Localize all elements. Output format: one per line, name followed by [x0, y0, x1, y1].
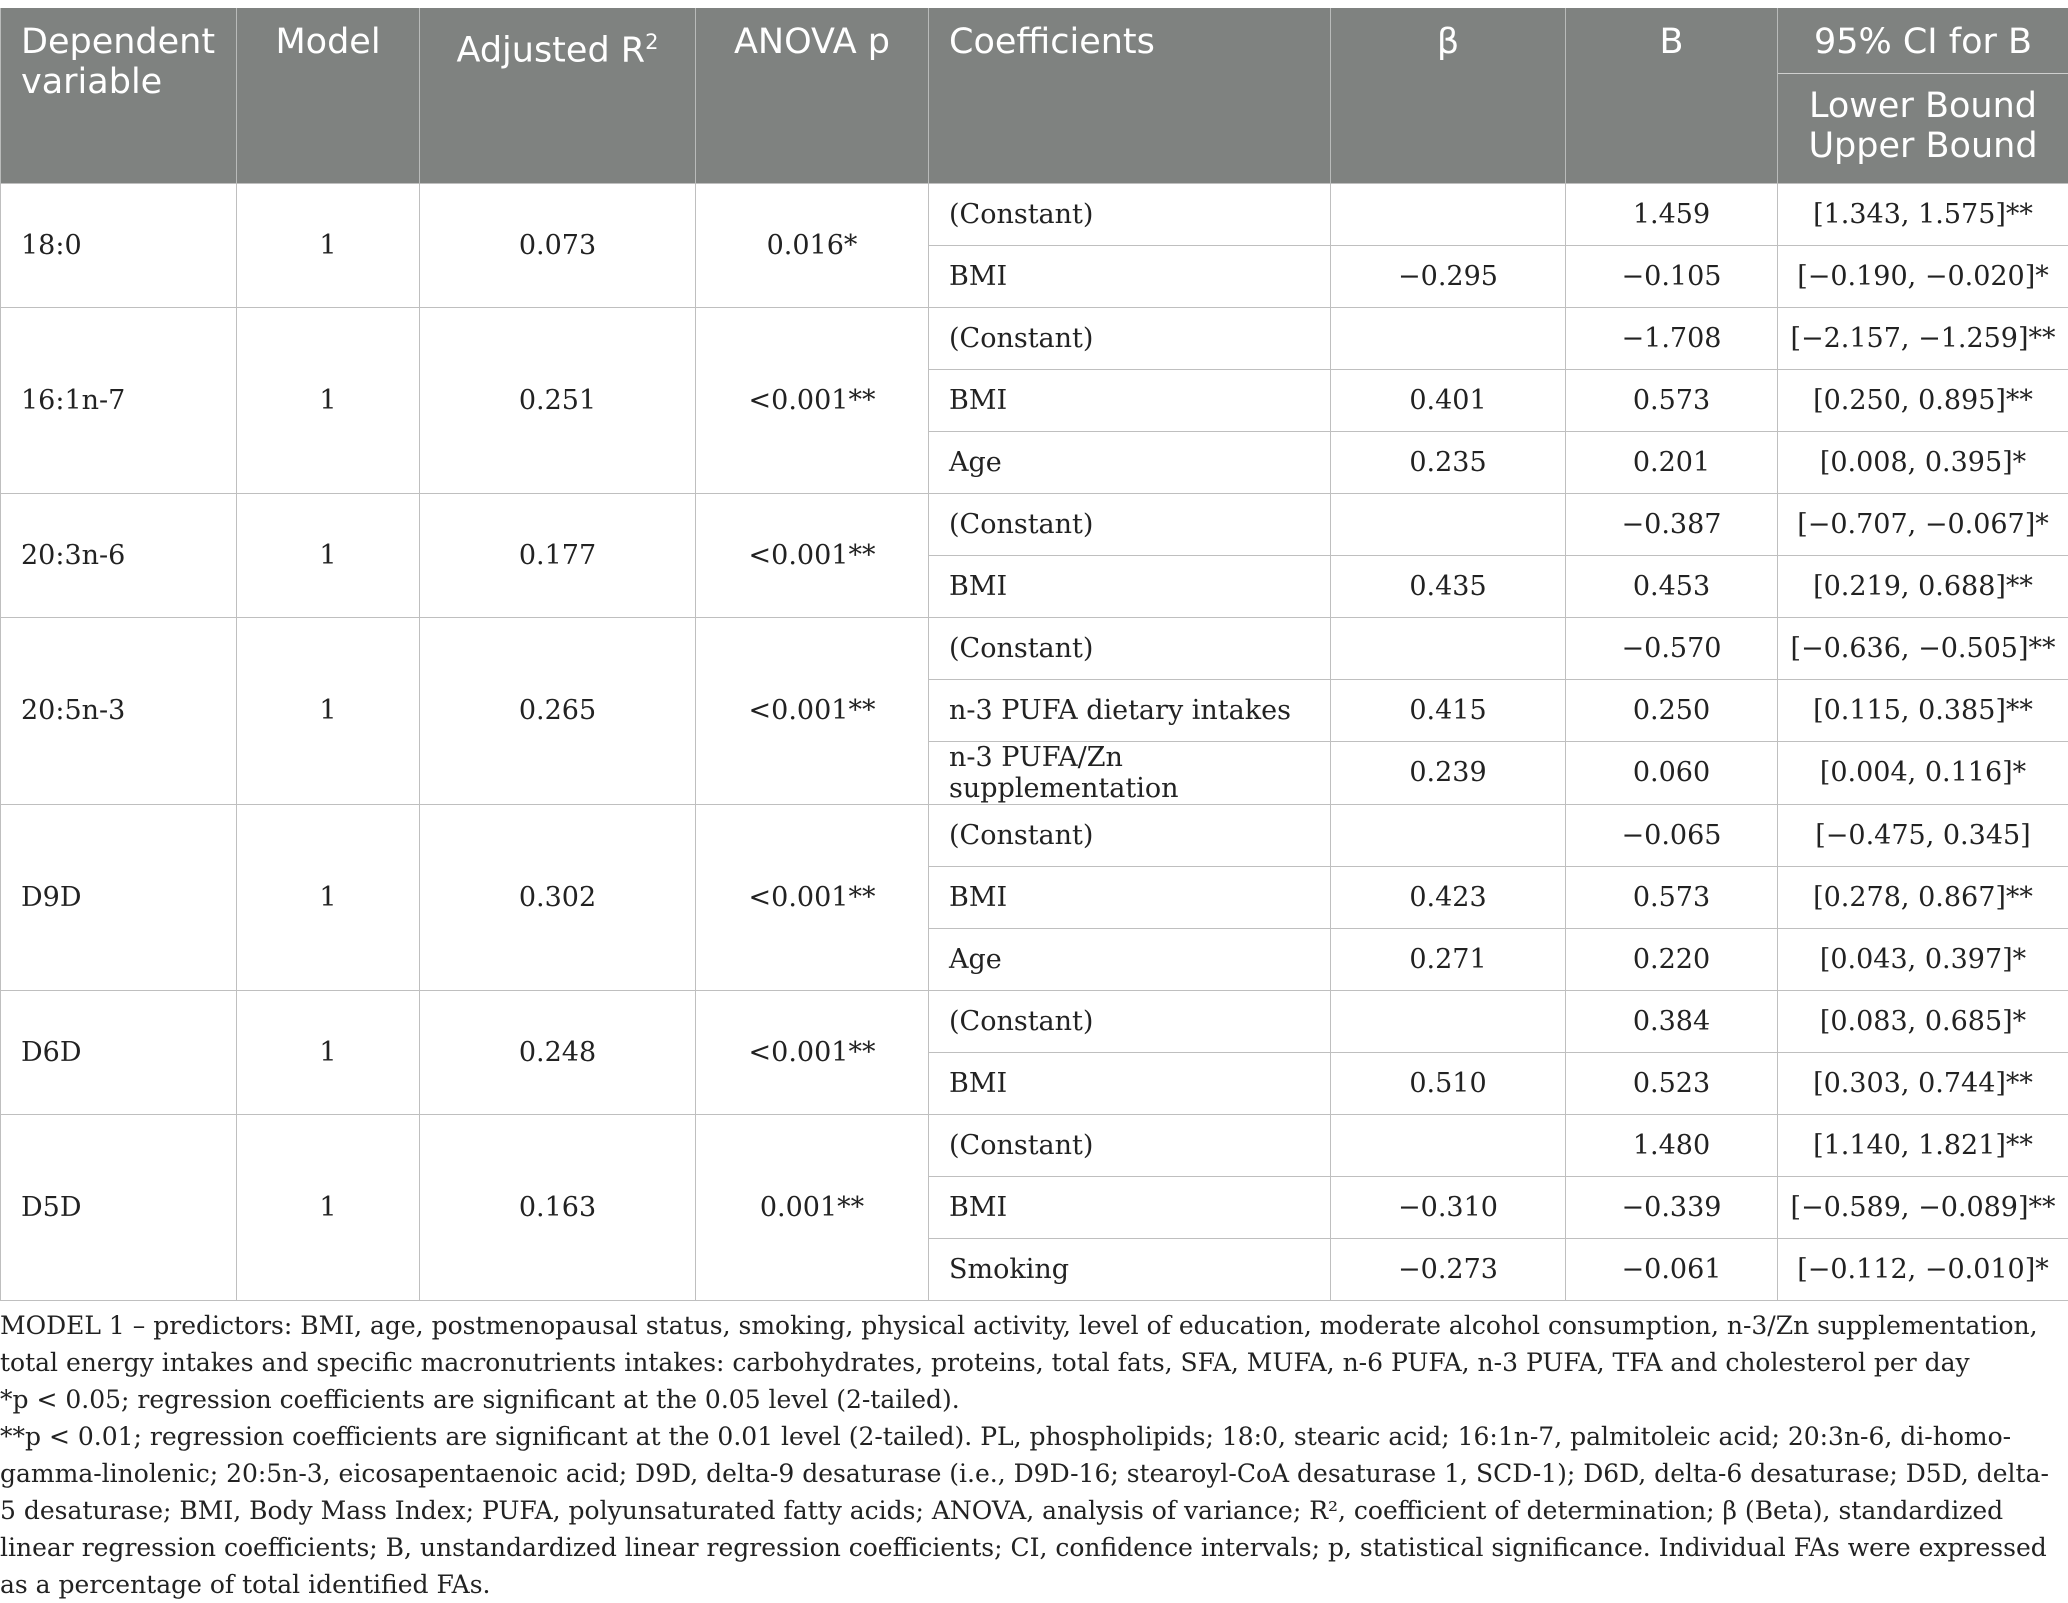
model-cell: 1 — [237, 493, 420, 617]
b-cell: 0.220 — [1566, 928, 1778, 990]
model-cell: 1 — [237, 990, 420, 1114]
b-cell: 0.573 — [1566, 369, 1778, 431]
header-adjusted-r2-sup: 2 — [645, 30, 658, 54]
header-adjusted-r2-label: Adjusted R — [457, 31, 646, 71]
model-cell: 1 — [237, 307, 420, 493]
beta-cell: 0.510 — [1331, 1052, 1566, 1114]
footnote-significance-005: *p < 0.05; regression coefficients are significant at the 0.05 level (2-tailed). — [0, 1381, 2055, 1418]
anova-p-cell: 0.001** — [696, 1114, 929, 1300]
dependent-variable-cell: 18:0 — [1, 183, 237, 307]
dependent-variable-cell: D5D — [1, 1114, 237, 1300]
adjusted-r2-cell: 0.163 — [420, 1114, 696, 1300]
table-footnotes — [0, 1307, 2055, 1603]
dependent-variable-cell: 16:1n-7 — [1, 307, 237, 493]
table-row — [1, 617, 2068, 679]
table-row — [1, 804, 2068, 866]
beta-cell — [1331, 307, 1566, 369]
header-beta: β — [1331, 8, 1566, 183]
coefficient-cell: (Constant) — [929, 183, 1331, 245]
beta-cell — [1331, 493, 1566, 555]
coefficient-cell: Age — [929, 431, 1331, 493]
dependent-variable-cell: 20:3n-6 — [1, 493, 237, 617]
model-cell: 1 — [237, 1114, 420, 1300]
ci-cell: [1.343, 1.575]** — [1778, 183, 2068, 245]
anova-p-cell: <0.001** — [696, 990, 929, 1114]
adjusted-r2-cell: 0.177 — [420, 493, 696, 617]
ci-cell: [0.004, 0.116]* — [1778, 741, 2068, 804]
adjusted-r2-cell: 0.251 — [420, 307, 696, 493]
b-cell: −1.708 — [1566, 307, 1778, 369]
beta-cell: 0.423 — [1331, 866, 1566, 928]
dependent-variable-cell: 20:5n-3 — [1, 617, 237, 804]
table-body — [1, 183, 2068, 1300]
beta-cell: 0.239 — [1331, 741, 1566, 804]
b-cell: 0.523 — [1566, 1052, 1778, 1114]
header-dependent-variable: Dependent variable — [1, 8, 237, 183]
regression-table — [0, 8, 2068, 1301]
b-cell: 0.060 — [1566, 741, 1778, 804]
ci-cell: [0.115, 0.385]** — [1778, 679, 2068, 741]
anova-p-cell: <0.001** — [696, 804, 929, 990]
b-cell: −0.065 — [1566, 804, 1778, 866]
coefficient-cell: (Constant) — [929, 307, 1331, 369]
header-ci: 95% CI for B — [1778, 8, 2068, 73]
b-cell: −0.387 — [1566, 493, 1778, 555]
anova-p-cell: <0.001** — [696, 307, 929, 493]
beta-cell — [1331, 804, 1566, 866]
anova-p-cell: <0.001** — [696, 617, 929, 804]
coefficient-cell: (Constant) — [929, 493, 1331, 555]
ci-cell: [1.140, 1.821]** — [1778, 1114, 2068, 1176]
b-cell: 1.480 — [1566, 1114, 1778, 1176]
ci-cell: [0.303, 0.744]** — [1778, 1052, 2068, 1114]
table-row — [1, 493, 2068, 555]
ci-cell: [0.043, 0.397]* — [1778, 928, 2068, 990]
ci-cell: [0.083, 0.685]* — [1778, 990, 2068, 1052]
table-row — [1, 990, 2068, 1052]
b-cell: 0.201 — [1566, 431, 1778, 493]
footnote-significance-001: **p < 0.01; regression coefficients are significant at the 0.01 level (2-tailed). PL, phospholipids; 18:0, stearic acid; 16:1n-7, palmitoleic acid; 20:3n-6, di-homo-gamma-linolenic; 20:5n-3, eicosapentaenoic acid; D9D, delta-9 desaturase (i.e., D9D-16; stearoyl-CoA desaturase 1, SCD-1); D6D, delta-6 desaturase; D5D, delta-5 desaturase; BMI, Body Mass Index; PUFA, polyunsaturated fatty acids; ANOVA, analysis of variance; R², coefficient of determination; β (Beta), standardized linear regression coefficients; B, unstandardized linear regression coefficients; CI, confidence intervals; p, statistical significance. Individual FAs were expressed as a percentage of total identified FAs. — [0, 1418, 2055, 1603]
b-cell: 0.573 — [1566, 866, 1778, 928]
coefficient-cell: (Constant) — [929, 990, 1331, 1052]
table-header — [1, 8, 2068, 183]
coefficient-cell: Smoking — [929, 1238, 1331, 1300]
ci-cell: [−0.190, −0.020]* — [1778, 245, 2068, 307]
adjusted-r2-cell: 0.302 — [420, 804, 696, 990]
ci-cell: [−0.636, −0.505]** — [1778, 617, 2068, 679]
coefficient-cell: n-3 PUFA/Zn supplementation — [929, 741, 1331, 804]
coefficient-cell: (Constant) — [929, 617, 1331, 679]
coefficient-cell: BMI — [929, 866, 1331, 928]
b-cell: 1.459 — [1566, 183, 1778, 245]
beta-cell: 0.401 — [1331, 369, 1566, 431]
header-anova-p: ANOVA p — [696, 8, 929, 183]
coefficient-cell: (Constant) — [929, 804, 1331, 866]
beta-cell: −0.295 — [1331, 245, 1566, 307]
b-cell: −0.061 — [1566, 1238, 1778, 1300]
beta-cell — [1331, 990, 1566, 1052]
beta-cell: −0.273 — [1331, 1238, 1566, 1300]
beta-cell: 0.415 — [1331, 679, 1566, 741]
b-cell: −0.105 — [1566, 245, 1778, 307]
table-row — [1, 307, 2068, 369]
ci-cell: [−0.475, 0.345] — [1778, 804, 2068, 866]
ci-cell: [−2.157, −1.259]** — [1778, 307, 2068, 369]
table-row — [1, 183, 2068, 245]
beta-cell: 0.271 — [1331, 928, 1566, 990]
beta-cell — [1331, 1114, 1566, 1176]
beta-cell: 0.435 — [1331, 555, 1566, 617]
b-cell: 0.250 — [1566, 679, 1778, 741]
b-cell: −0.570 — [1566, 617, 1778, 679]
beta-cell — [1331, 183, 1566, 245]
model-cell: 1 — [237, 183, 420, 307]
ci-cell: [0.278, 0.867]** — [1778, 866, 2068, 928]
coefficient-cell: Age — [929, 928, 1331, 990]
dependent-variable-cell: D9D — [1, 804, 237, 990]
table-row — [1, 1114, 2068, 1176]
anova-p-cell: 0.016* — [696, 183, 929, 307]
b-cell: 0.384 — [1566, 990, 1778, 1052]
adjusted-r2-cell: 0.248 — [420, 990, 696, 1114]
adjusted-r2-cell: 0.265 — [420, 617, 696, 804]
ci-cell: [−0.112, −0.010]* — [1778, 1238, 2068, 1300]
ci-cell: [−0.589, −0.089]** — [1778, 1176, 2068, 1238]
model-cell: 1 — [237, 804, 420, 990]
header-ci-bounds: Lower Bound Upper Bound — [1778, 73, 2068, 183]
coefficient-cell: BMI — [929, 555, 1331, 617]
ci-cell: [−0.707, −0.067]* — [1778, 493, 2068, 555]
coefficient-cell: (Constant) — [929, 1114, 1331, 1176]
header-model: Model — [237, 8, 420, 183]
ci-cell: [0.250, 0.895]** — [1778, 369, 2068, 431]
header-b: B — [1566, 8, 1778, 183]
coefficient-cell: BMI — [929, 245, 1331, 307]
beta-cell: −0.310 — [1331, 1176, 1566, 1238]
ci-cell: [0.008, 0.395]* — [1778, 431, 2068, 493]
beta-cell: 0.235 — [1331, 431, 1566, 493]
beta-cell — [1331, 617, 1566, 679]
ci-cell: [0.219, 0.688]** — [1778, 555, 2068, 617]
adjusted-r2-cell: 0.073 — [420, 183, 696, 307]
b-cell: −0.339 — [1566, 1176, 1778, 1238]
dependent-variable-cell: D6D — [1, 990, 237, 1114]
footnote-model: MODEL 1 – predictors: BMI, age, postmenopausal status, smoking, physical activity, level of education, moderate alcohol consumption, n-3/Zn supplementation, total energy intakes and specific macronutrients intakes: carbohydrates, proteins, total fats, SFA, MUFA, n-6 PUFA, n-3 PUFA, TFA and cholesterol per day — [0, 1307, 2055, 1381]
header-adjusted-r2 — [420, 8, 696, 183]
coefficient-cell: BMI — [929, 1176, 1331, 1238]
header-coefficients: Coefficients — [929, 8, 1331, 183]
coefficient-cell: BMI — [929, 369, 1331, 431]
coefficient-cell: n-3 PUFA dietary intakes — [929, 679, 1331, 741]
coefficient-cell: BMI — [929, 1052, 1331, 1114]
anova-p-cell: <0.001** — [696, 493, 929, 617]
model-cell: 1 — [237, 617, 420, 804]
b-cell: 0.453 — [1566, 555, 1778, 617]
